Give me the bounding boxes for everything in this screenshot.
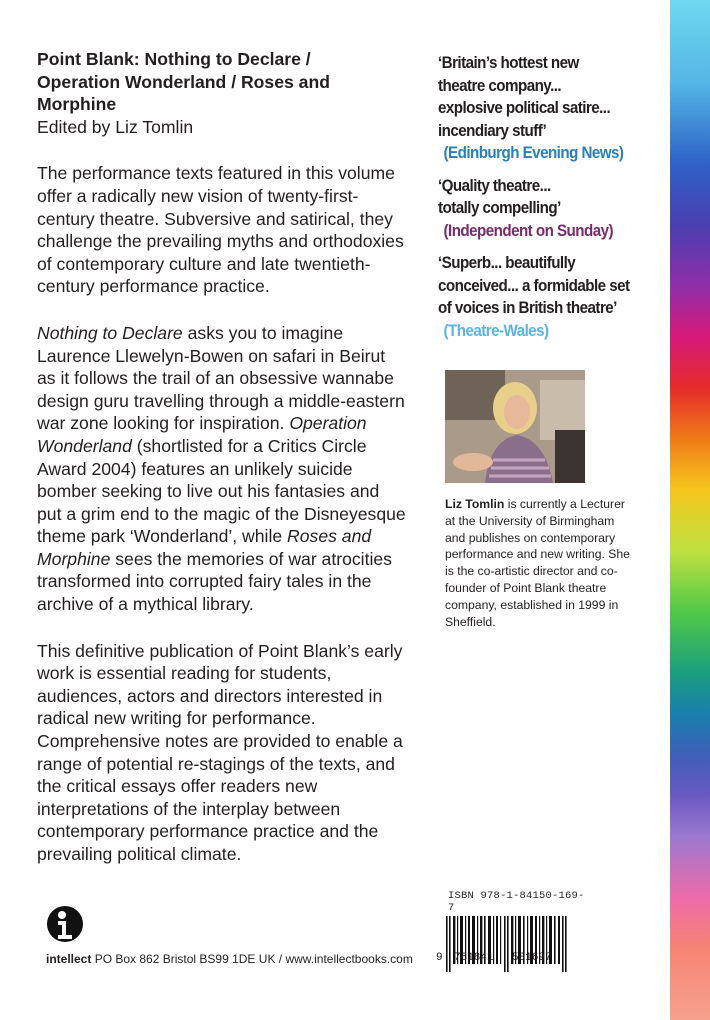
blurb-p2-text-1: asks you to imagine Laurence Llewelyn-Bowen on safari in Beirut as it follows the trail of an obsessive wannabe design guru travelling through a middle-eastern war zone looking for inspiration. — [37, 322, 405, 434]
book-editor: Edited by Liz Tomlin — [37, 116, 194, 137]
author-bio-text: is currently a Lecturer at the University of Birmingham and publishes on contemporary performance and new writing. She is the co-artistic director and co-founder of Point Blank theatre company, established in 1999 in Sheffield. — [445, 497, 630, 629]
play-title-nothing-to-declare: Nothing to Declare — [37, 322, 183, 343]
blurb-p2-text-3: sees the memories of war atrocities transformed into corrupted fairy tales in the archive of a mythical library. — [37, 548, 392, 615]
quote-line: ‘Britain’s hottest new — [438, 54, 579, 72]
review-quote — [438, 175, 631, 243]
blurb-column — [37, 48, 407, 866]
quotes-column — [438, 52, 648, 352]
blurb-paragraph-1: The performance texts featured in this volume offer a radically new vision of twenty-first-century theatre. Subversive and satirical, they challenge the prevailing myths and orthodoxies of contemporary culture and late twentieth-century performance practice. — [37, 163, 404, 297]
publisher-footer — [46, 952, 413, 966]
book-title-line-2: Operation Wonderland / Roses and Morphine — [37, 71, 330, 115]
author-bio — [445, 496, 635, 630]
quote-source: (Edinburgh Evening News) — [443, 144, 624, 162]
author-photo-illustration — [445, 370, 585, 483]
ean-group-2: 501697 — [512, 952, 552, 964]
review-quote — [438, 52, 631, 165]
quote-line: explosive political satire... — [438, 99, 611, 117]
blurb-paragraph-2 — [37, 322, 407, 616]
ean-first-digit: 9 — [436, 952, 443, 964]
quote-line: totally compelling’ — [438, 199, 561, 217]
quote-line: ‘Quality theatre... — [438, 176, 551, 195]
quote-line: of voices in British theatre’ — [438, 299, 617, 317]
book-title-line-1: Point Blank: Nothing to Declare / — [37, 49, 311, 69]
ean-group-1: 781841 — [454, 952, 494, 964]
blurb-paragraph-3: This definitive publication of Point Blank’s early work is essential reading for students, audiences, actors and directors interested in radical new writing for performance. Comprehensive notes are provided to enable a range of potential re-stagings of the texts, and the critical essays offer readers new interpretations of the interplay between contemporary performance practice and the prevailing political climate. — [37, 640, 403, 864]
author-photo — [445, 370, 585, 483]
review-quote — [438, 252, 631, 342]
quote-line: theatre company... — [438, 76, 562, 95]
quote-line: incendiary stuff’ — [438, 121, 547, 140]
barcode-block — [436, 890, 586, 972]
quote-source: (Theatre-Wales) — [443, 321, 549, 340]
intellect-logo-icon — [46, 905, 84, 943]
play-title-roses-and-morphine: Roses and Morphine — [37, 526, 372, 569]
isbn-label: ISBN 978-1-84150-169-7 — [448, 890, 585, 914]
spectrum-edge-strip — [670, 0, 710, 1020]
quote-source: (Independent on Sunday) — [443, 221, 613, 240]
blurb-p2-text-2: (shortlisted for a Critics Circle Award 2004) features an unlikely suicide bomber seeking to live out his fantasies and put a grim end to the magic of the Disneyesque theme park ‘Wonderland’, while — [37, 435, 406, 547]
play-title-operation-wonderland: Operation Wonderland — [37, 413, 367, 456]
publisher-name: intellect — [46, 952, 92, 966]
quote-line: conceived... a formidable set — [438, 276, 630, 295]
author-name: Liz Tomlin — [445, 497, 505, 511]
quote-line: ‘Superb... beautifully — [438, 254, 576, 272]
publisher-address: PO Box 862 Bristol BS99 1DE UK / www.intellectbooks.com — [91, 952, 413, 966]
